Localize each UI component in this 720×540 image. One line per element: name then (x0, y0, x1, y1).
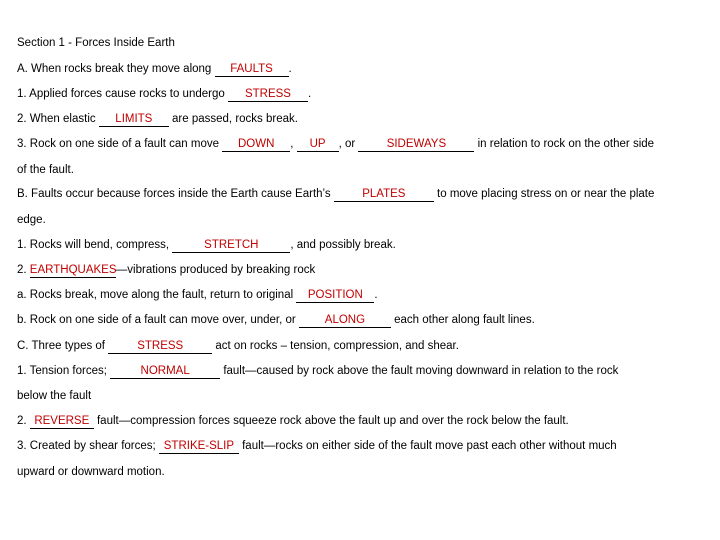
item-B2 (17, 262, 315, 278)
item-Bb-text: b. Rock on one side of a fault can move over, under, or (17, 314, 299, 326)
item-A1-end: . (307, 88, 312, 100)
item-A2-end: are passed, rocks break. (168, 113, 298, 125)
item-C3-continuation: upward or downward motion. (17, 466, 165, 478)
item-C2 (17, 413, 569, 429)
item-B-text: B. Faults occur because forces inside the Earth cause Earth’s (17, 188, 334, 200)
item-Ba-text: a. Rocks break, move along the fault, return to original (17, 289, 297, 301)
item-A1 (17, 86, 311, 102)
blank-up: UP (297, 137, 339, 152)
item-B2-text: 2. (17, 264, 30, 276)
item-C-text: C. Three types of (17, 340, 109, 352)
item-C1-continuation: below the fault (17, 390, 92, 402)
blank-plates: PLATES (334, 187, 434, 202)
item-A3-end: in relation to rock on the other side (474, 138, 655, 150)
item-C3-text: 3. Created by shear forces; (17, 440, 159, 452)
item-B2-end: —vibrations produced by breaking rock (115, 264, 316, 276)
item-C-end: act on rocks – tension, compression, and shear. (212, 340, 459, 352)
item-A3 (17, 136, 654, 152)
item-C1 (17, 363, 618, 379)
item-A3-continuation: of the fault. (17, 164, 74, 176)
blank-normal: NORMAL (110, 364, 220, 379)
blank-stretch: STRETCH (172, 238, 290, 253)
item-A2-text: 2. When elastic (17, 113, 99, 125)
blank-strike-slip: STRIKE-SLIP (159, 439, 239, 454)
item-A1-text: 1. Applied forces cause rocks to undergo (17, 88, 228, 100)
item-C2-text: 2. (17, 415, 30, 427)
item-Ba (17, 287, 378, 303)
section-title: Section 1 - Forces Inside Earth (17, 37, 175, 49)
item-B-continuation: edge. (17, 214, 46, 226)
item-C1-end: fault—caused by rock above the fault moving downward in relation to the rock (220, 365, 619, 377)
blank-down: DOWN (222, 137, 290, 152)
blank-stress: STRESS (228, 87, 308, 102)
item-A (17, 61, 292, 77)
item-A-text: A. When rocks break they move along (17, 63, 215, 75)
item-C1-text: 1. Tension forces; (17, 365, 111, 377)
blank-earthquakes: EARTHQUAKES (29, 264, 117, 276)
item-B (17, 186, 654, 202)
item-A3-sep2: , or (338, 138, 359, 150)
item-Bb-end: each other along fault lines. (390, 314, 535, 326)
blank-position: POSITION (296, 288, 374, 303)
blank-limits: LIMITS (99, 112, 169, 127)
item-Bb (17, 312, 535, 328)
item-B-end: to move placing stress on or near the plate (433, 188, 655, 200)
item-A2 (17, 111, 298, 127)
blank-reverse: REVERSE (30, 414, 94, 429)
item-B1 (17, 237, 396, 253)
item-C3-end: fault—rocks on either side of the fault move past each other without much (238, 440, 617, 452)
item-Ba-end: . (374, 289, 378, 301)
item-B1-end: , and possibly break. (290, 239, 396, 251)
item-A3-text: 3. Rock on one side of a fault can move (17, 138, 223, 150)
item-A3-sep1: , (290, 138, 297, 150)
blank-stress-types: STRESS (108, 339, 212, 354)
blank-sideways: SIDEWAYS (358, 137, 474, 152)
item-C3 (17, 438, 617, 454)
blank-faults: FAULTS (215, 62, 289, 77)
item-C2-end: fault—compression forces squeeze rock above the fault up and over the rock below the fault. (93, 415, 569, 427)
blank-along: ALONG (299, 313, 391, 328)
item-C (17, 338, 459, 354)
item-B1-text: 1. Rocks will bend, compress, (17, 239, 173, 251)
item-A-end: . (288, 63, 292, 75)
